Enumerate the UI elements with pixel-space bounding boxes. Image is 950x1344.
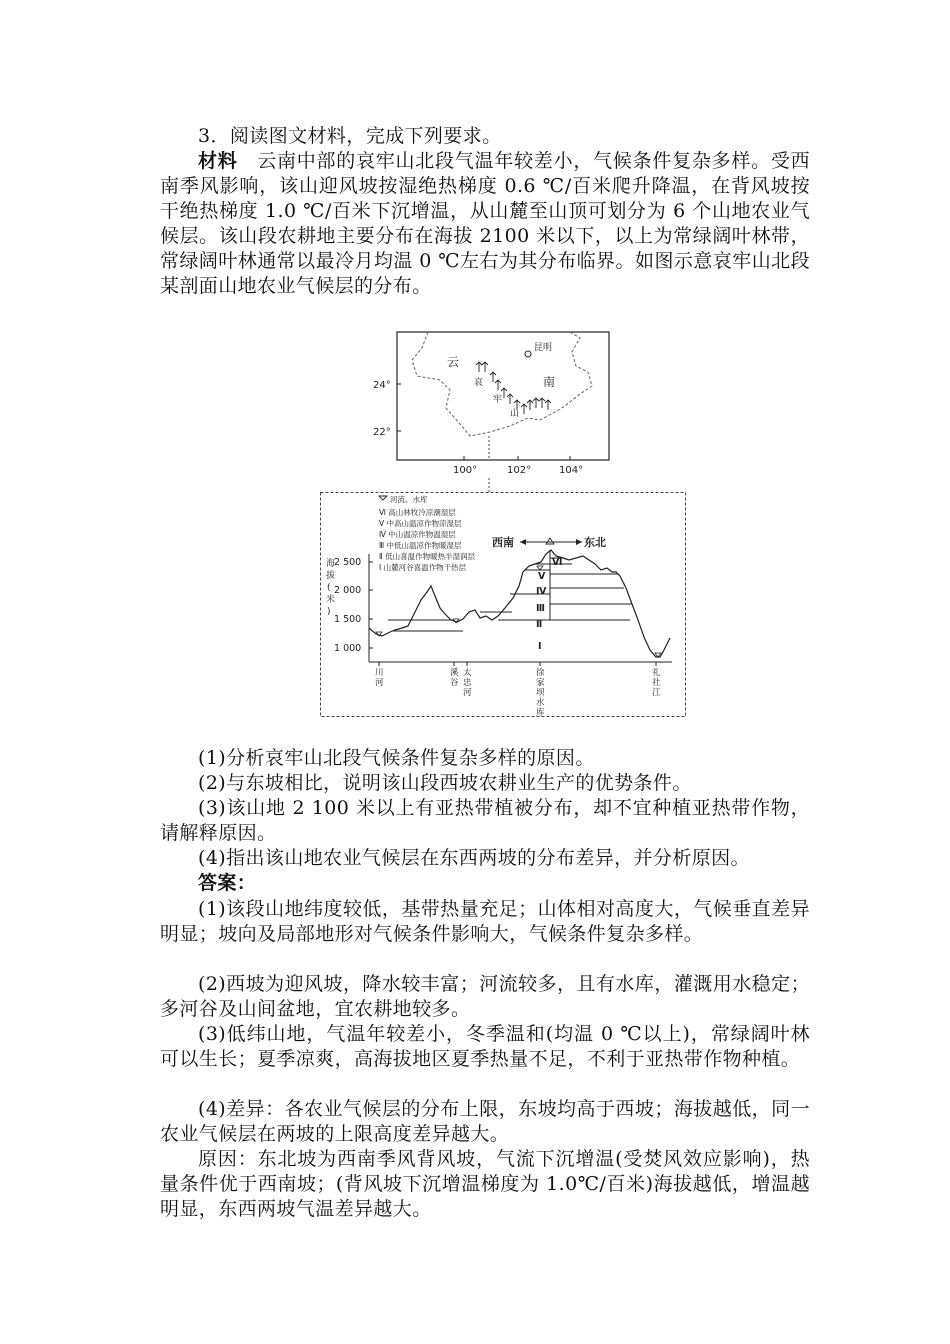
svg-text:江: 江	[652, 688, 661, 698]
answer-3: (3)低纬山地，气温年较差小，冬季温和(均温 0 ℃以上)，常绿阔叶林可以生长；夏季凉爽，高海拔地区夏季热量不足，不利于亚热带作物种植。	[160, 1023, 810, 1070]
answer-2: (2)西坡为迎风坡，降水较丰富；河流较多，且有水库，灌溉用水稳定；多河谷及山间盆地，宜农耕地较多。	[160, 973, 810, 1020]
material-text: 云南中部的哀牢山北段气温年较差小，气候条件复杂多样。受西南季风影响，该山迎风坡按湿绝热梯度 0.6 ℃/百米爬升降温，在背风坡按干绝热梯度 1.0 ℃/百米下沉增温，从山麓至山顶可划分为 6 个山地农业气候层。该山段农耕地主要分布在海拔 2100 米以下，以上为常绿阔叶林带，常绿阔叶林通常以最冷月均温 0 ℃左右为其分布临界。如图示意哀牢山北段某剖面山地农业气候层的分布。	[160, 150, 811, 297]
yunnan-left-label: 云	[447, 355, 460, 369]
ailao-char-3: 山	[510, 409, 520, 419]
yunnan-right-label: 南	[543, 375, 556, 389]
lat-24-label: 24°	[373, 380, 391, 391]
question-4: (4)指出该山地农业气候层在东西两坡的分布差异，并分析原因。	[198, 847, 750, 869]
svg-text:太: 太	[463, 668, 472, 678]
y-tick-1000: 1 000	[334, 643, 362, 654]
question-3: (3)该山地 2 100 米以上有亚热带植被分布，却不宜种植亚热带作物，请解释原因。	[160, 797, 810, 844]
layer-label-2: Ⅱ	[536, 619, 543, 630]
direction-ne: 东北	[584, 536, 606, 549]
layer-label-6: Ⅵ	[552, 557, 563, 568]
material-paragraph	[160, 149, 810, 299]
svg-text:河: 河	[375, 678, 384, 688]
legend-river: 河流、水库	[390, 495, 428, 504]
layer-label-1: Ⅰ	[538, 641, 542, 652]
svg-text:社: 社	[652, 678, 661, 688]
lon-102-label: 102°	[507, 465, 532, 476]
location-map	[370, 328, 615, 478]
layer-label-5: Ⅴ	[538, 571, 546, 582]
lat-22-label: 22°	[373, 427, 391, 438]
ailao-char-1: 哀	[474, 378, 484, 388]
question-2: (2)与东坡相比，说明该山段西坡农耕业生产的优势条件。	[198, 772, 692, 794]
question-1: (1)分析哀牢山北段气候条件复杂多样的原因。	[198, 747, 595, 769]
svg-text:谷: 谷	[450, 678, 459, 688]
question-title: 3．阅读图文材料，完成下列要求。	[198, 125, 502, 147]
lon-104-label: 104°	[559, 465, 584, 476]
legend-layer-4: Ⅳ 中山温凉作物温湿层	[379, 530, 456, 539]
direction-sw: 西南	[492, 536, 514, 549]
svg-text:(: (	[327, 583, 331, 593]
svg-text:忠: 忠	[463, 678, 472, 688]
svg-text:库: 库	[536, 708, 545, 718]
ailao-char-2: 牢	[493, 395, 503, 405]
answer-4-reason: 原因：东北坡为西南季风背风坡，气流下沉增温(受焚风效应影响)，热量条件优于西南坡；(背风坡下沉增温梯度为 1.0℃/百米)海拔越低，增温越明显，东西两坡气温差异越大。	[160, 1148, 810, 1220]
kunming-label: 昆明	[534, 343, 553, 353]
svg-text:徐: 徐	[536, 668, 545, 678]
svg-text:拔: 拔	[326, 571, 336, 581]
legend-layer-2: Ⅱ 低山喜温作物暖热半湿润层	[379, 552, 476, 561]
y-tick-2500: 2 500	[334, 557, 362, 568]
legend-layer-5: Ⅴ 中高山温凉作物凉湿层	[379, 519, 462, 528]
answer-4: (4)差异：各农业气候层的分布上限，东坡均高于西坡；海拔越低，同一农业气候层在两坡的上限高度差异越大。	[160, 1098, 810, 1145]
material-label: 材料	[198, 150, 238, 172]
svg-text:坝: 坝	[536, 688, 545, 698]
svg-text:): )	[327, 607, 331, 617]
svg-text:海: 海	[326, 559, 336, 569]
layer-label-4: Ⅳ	[536, 586, 547, 597]
svg-text:礼: 礼	[652, 668, 661, 678]
answer-1: (1)该段山地纬度较低，基带热量充足；山体相对高度大，气候垂直差异明显；坡向及局部地形对气候条件影响大，气候条件复杂多样。	[160, 898, 810, 945]
answer-label: 答案：	[198, 872, 257, 894]
legend-layer-3: Ⅲ 中低山温凉作物暖湿层	[379, 541, 462, 550]
y-tick-2000: 2 000	[334, 585, 362, 596]
svg-text:河: 河	[463, 688, 472, 698]
legend-layer-1: Ⅰ 山麓河谷喜温作物干热层	[379, 563, 467, 572]
y-tick-1500: 1 500	[334, 614, 362, 625]
svg-text:溪: 溪	[450, 668, 459, 678]
legend-layer-6: Ⅵ 高山林牧冷凉潮湿层	[379, 508, 456, 517]
svg-text:川: 川	[375, 668, 384, 678]
lon-100-label: 100°	[453, 465, 478, 476]
profile-diagram	[320, 492, 686, 718]
svg-text:家: 家	[536, 678, 545, 688]
layer-label-3: Ⅲ	[536, 603, 545, 614]
svg-text:水: 水	[536, 698, 545, 708]
svg-text:米: 米	[326, 595, 336, 605]
